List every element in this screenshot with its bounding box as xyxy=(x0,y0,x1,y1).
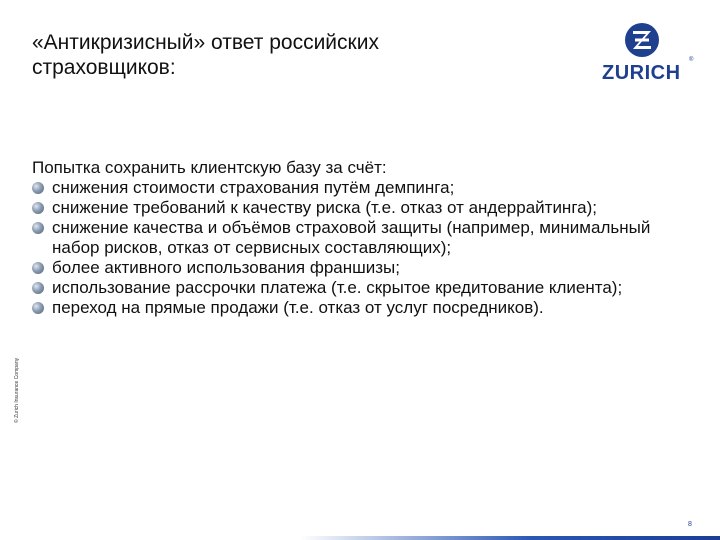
zurich-logo xyxy=(597,22,697,86)
slide-title-line-1: «Антикризисный» ответ российских xyxy=(32,31,379,54)
registered-mark: ® xyxy=(689,57,694,63)
bullet-text: снижения стоимости страхования путём демпинга; xyxy=(52,178,455,197)
lead-text: Попытка сохранить клиентскую базу за счёт: xyxy=(32,158,387,177)
page-number: 8 xyxy=(688,521,692,528)
list-item xyxy=(32,198,672,218)
slide-title-line-2: страховщиков: xyxy=(32,56,176,79)
list-item xyxy=(32,218,672,258)
bullet-dot-icon xyxy=(32,202,44,214)
bullet-text: снижение требований к качеству риска (т.е. отказ от андеррайтинга); xyxy=(52,198,597,217)
bullet-list xyxy=(32,178,672,318)
bullet-text: переход на прямые продажи (т.е. отказ от услуг посредников). xyxy=(52,298,544,317)
bullet-dot-icon xyxy=(32,282,44,294)
footer-gradient-bar xyxy=(300,536,720,540)
slide-content xyxy=(32,150,672,318)
zurich-z-logo-icon xyxy=(624,22,660,58)
bullet-text: снижение качества и объёмов страховой защиты (например, минимальный набор рисков, отказ от сервисных составляющих); xyxy=(52,218,651,257)
list-item xyxy=(32,178,672,198)
list-item xyxy=(32,258,672,278)
slide-title xyxy=(32,30,552,80)
copyright-note: © Zurich Insurance Company xyxy=(14,357,20,423)
list-item xyxy=(32,298,672,318)
bullet-dot-icon xyxy=(32,262,44,274)
bullet-dot-icon xyxy=(32,302,44,314)
zurich-wordmark: ZURICH xyxy=(602,62,681,84)
bullet-text: более активного использования франшизы; xyxy=(52,258,400,277)
list-item xyxy=(32,278,672,298)
bullet-text: использование рассрочки платежа (т.е. скрытое кредитование клиента); xyxy=(52,278,623,297)
bullet-dot-icon xyxy=(32,182,44,194)
bullet-dot-icon xyxy=(32,222,44,234)
